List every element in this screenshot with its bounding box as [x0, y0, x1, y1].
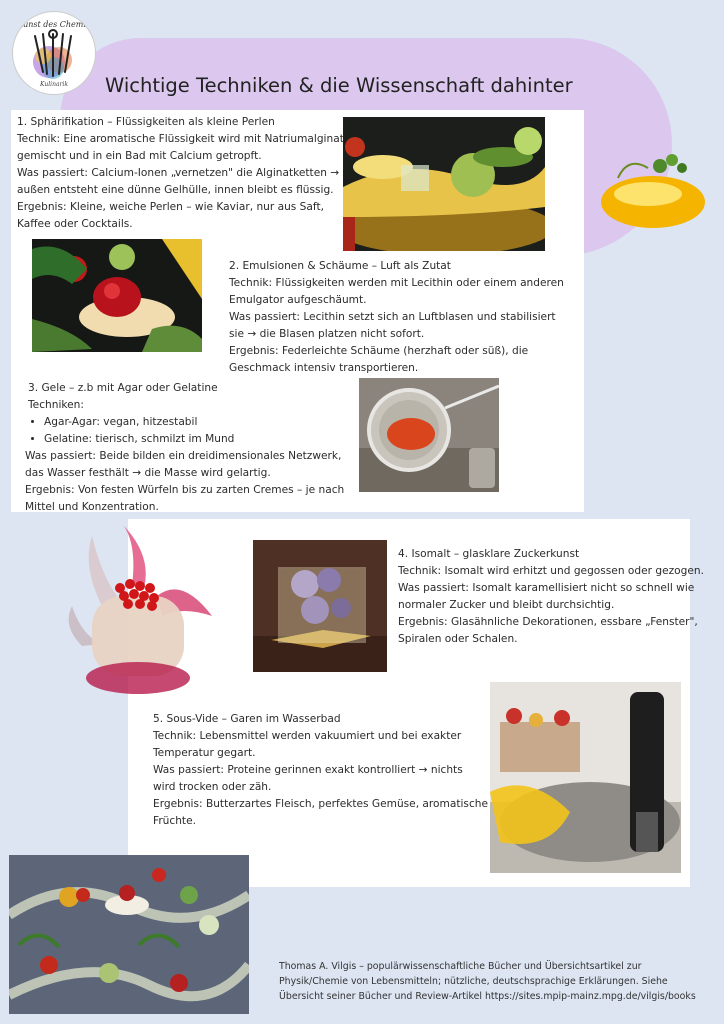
- section-1: [17, 114, 344, 233]
- section-2: [229, 258, 564, 377]
- section-1-line: Kaffee oder Cocktails.: [17, 218, 133, 230]
- sous-vide-image: [490, 682, 681, 873]
- section-2-line: Technik: Flüssigkeiten werden mit Lecithin oder einem anderen: [229, 277, 564, 289]
- section-5: [153, 711, 488, 830]
- section-3-line: Was passiert: Beide bilden ein dreidimensionales Netzwerk,: [25, 450, 342, 462]
- section-5-line: Technik: Lebensmittel werden vakuumiert und bei exakter: [153, 730, 462, 742]
- list-item: • Gelatine: tierisch, schmilzt im Mund: [44, 431, 344, 448]
- section-2-line: Was passiert: Lecithin setzt sich an Luftblasen und stabilisiert: [229, 311, 556, 323]
- section-2-line: Ergebnis: Federleichte Schäume (herzhaft oder süß), die: [229, 345, 529, 357]
- section-4-line: Was passiert: Isomalt karamellisiert nicht so schnell wie: [398, 582, 695, 594]
- isomalt-sculpture-image: [62, 526, 220, 696]
- section-3-line: Mittel und Konzentration.: [25, 501, 159, 513]
- source-credit: [279, 959, 696, 1004]
- section-1-line: Was passiert: Calcium-Ionen „vernetzen" die Alginatketten →: [17, 167, 340, 179]
- section-3-bullets: [28, 414, 344, 448]
- section-2-line: Geschmack intensiv transportieren.: [229, 362, 419, 374]
- section-2-line: sie → die Blasen platzen nicht sofort.: [229, 328, 425, 340]
- section-3-line: das Wasser festhält → die Masse wird gelartig.: [25, 467, 271, 479]
- section-3-intro: Techniken:: [28, 399, 84, 411]
- credit-line: Thomas A. Vilgis – populärwissenschaftliche Bücher und Übersichtsartikel zur: [279, 961, 642, 972]
- plated-dish-image: [9, 855, 249, 1014]
- section-3-heading: 3. Gele – z.b mit Agar oder Gelatine: [28, 382, 218, 394]
- section-1-line: gemischt und in ein Bad mit Calcium getropft.: [17, 150, 262, 162]
- credit-line: Physik/Chemie von Lebensmitteln; nützliche, deutschsprachige Erklärungen. Siehe: [279, 976, 668, 987]
- isomalt-cube-image: [253, 540, 387, 672]
- section-5-line: Ergebnis: Butterzartes Fleisch, perfektes Gemüse, aromatische: [153, 798, 489, 810]
- credit-line: Übersicht seiner Bücher und Review-Artikel https://sites.mpip-mainz.mpg.de/vilgis/books: [279, 991, 696, 1002]
- section-2-heading: 2. Emulsionen & Schäume – Luft als Zutat: [229, 260, 451, 272]
- list-item: • Agar-Agar: vegan, hitzestabil: [44, 414, 344, 431]
- yellow-sphere-image: [598, 148, 708, 230]
- section-5-heading: 5. Sous-Vide – Garen im Wasserbad: [153, 713, 341, 725]
- section-1-heading: 1. Sphärifikation – Flüssigkeiten als kleine Perlen: [17, 116, 275, 128]
- emulsion-image: [32, 239, 202, 352]
- spherification-image: [343, 117, 545, 251]
- section-4-heading: 4. Isomalt – glasklare Zuckerkunst: [398, 548, 580, 560]
- section-5-line: Temperatur gegart.: [153, 747, 256, 759]
- section-5-line: Früchte.: [153, 815, 196, 827]
- section-4-line: Spiralen oder Schalen.: [398, 633, 518, 645]
- section-1-line: außen entsteht eine dünne Gelhülle, innen bleibt es flüssig.: [17, 184, 334, 196]
- section-4-line: normaler Zucker und bleibt durchsichtig.: [398, 599, 615, 611]
- section-3-line: Ergebnis: Von festen Würfeln bis zu zarten Cremes – je nach: [25, 484, 345, 496]
- section-5-line: Was passiert: Proteine gerinnen exakt kontrolliert → nichts: [153, 764, 463, 776]
- gel-sieve-image: [359, 378, 499, 492]
- section-4-line: Ergebnis: Glasähnliche Dekorationen, essbare „Fenster",: [398, 616, 698, 628]
- section-3: [25, 380, 345, 516]
- logo-subtext: Kulinarik: [40, 81, 68, 88]
- logo: [13, 12, 95, 94]
- logo-text: Kunst des Chemie: [17, 20, 91, 29]
- section-1-line: Technik: Eine aromatische Flüssigkeit wird mit Natriumalginat: [17, 133, 344, 145]
- section-4: [398, 546, 704, 648]
- section-4-line: Technik: Isomalt wird erhitzt und gegossen oder gezogen.: [398, 565, 704, 577]
- page-title: Wichtige Techniken & die Wissenschaft dahinter: [105, 74, 573, 97]
- section-2-line: Emulgator aufgeschäumt.: [229, 294, 367, 306]
- section-5-line: wird trocken oder zäh.: [153, 781, 272, 793]
- section-1-line: Ergebnis: Kleine, weiche Perlen – wie Kaviar, nur aus Saft,: [17, 201, 324, 213]
